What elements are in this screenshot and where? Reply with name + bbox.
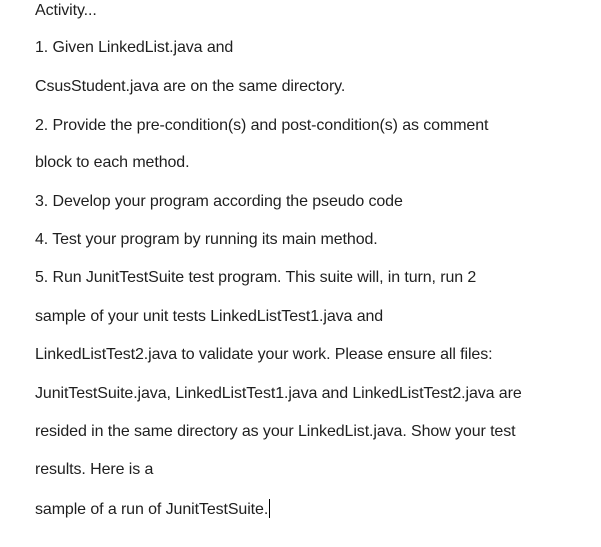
text-line: results. Here is a (35, 461, 154, 478)
text-cursor (269, 499, 270, 518)
text-line: block to each method. (35, 154, 190, 171)
text-line: 4. Test your program by running its main method. (35, 231, 378, 248)
text-line: 5. Run JunitTestSuite test program. This suite will, in turn, run 2 (35, 269, 477, 286)
last-text-line (35, 499, 270, 520)
text-line: JunitTestSuite.java, LinkedListTest1.java and LinkedListTest2.java are (35, 385, 522, 402)
text-line: sample of your unit tests LinkedListTest1.java and (35, 308, 384, 325)
text-line: 3. Develop your program according the pseudo code (35, 193, 403, 210)
text-line: CsusStudent.java are on the same directory. (35, 78, 346, 95)
activity-heading: Activity... (35, 2, 97, 19)
text-line: sample of a run of JunitTestSuite. (35, 501, 269, 518)
text-line: resided in the same directory as your LinkedList.java. Show your test (35, 423, 516, 440)
text-line: 1. Given LinkedList.java and (35, 39, 234, 56)
text-line: LinkedListTest2.java to validate your work. Please ensure all files: (35, 346, 493, 363)
text-line: 2. Provide the pre-condition(s) and post-condition(s) as comment (35, 117, 489, 134)
